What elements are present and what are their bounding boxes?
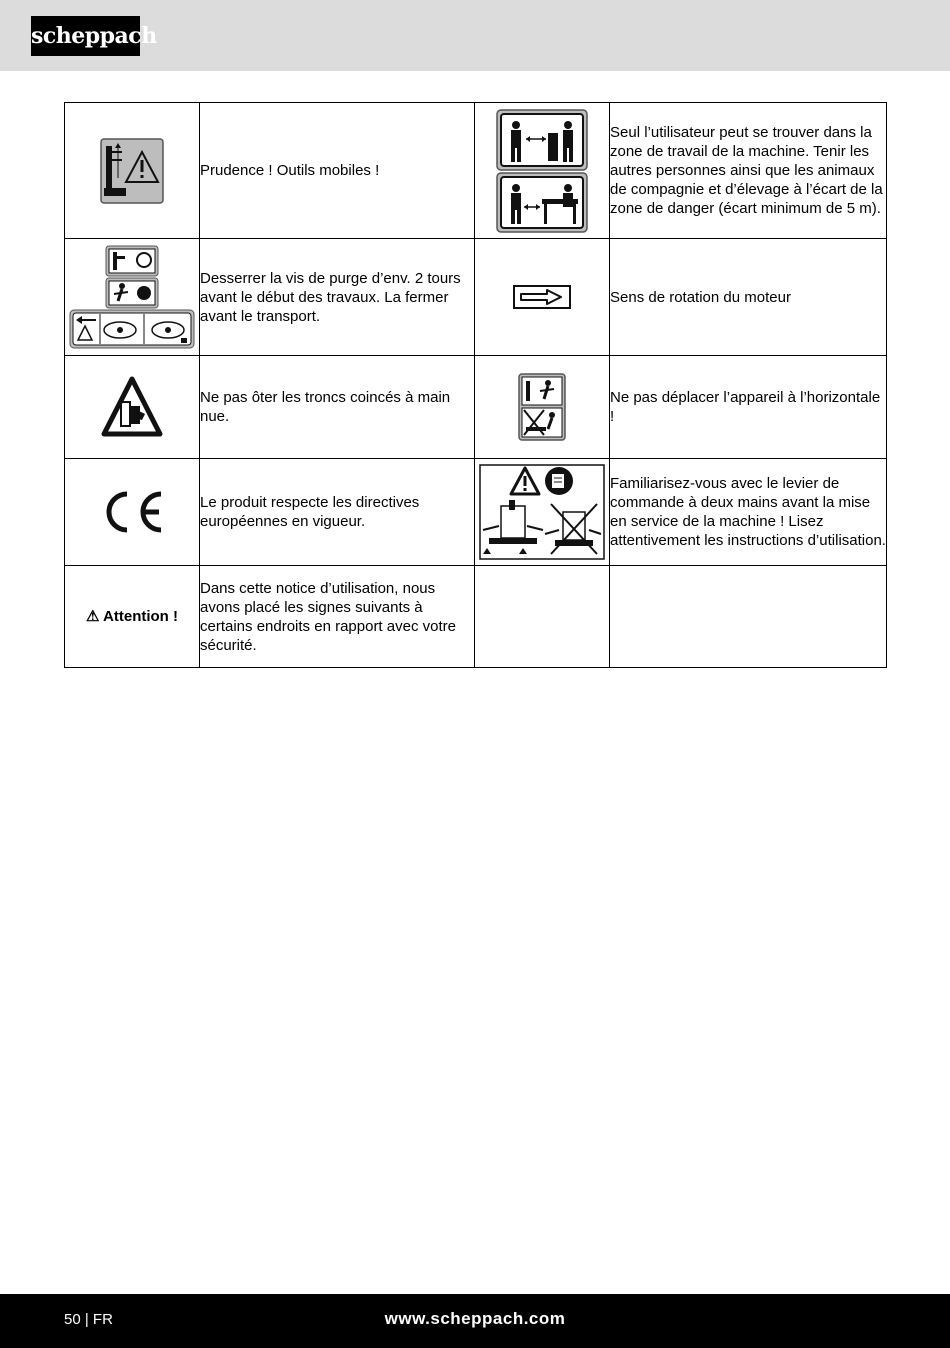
- table-row: [65, 103, 887, 239]
- website-link[interactable]: www.scheppach.com: [384, 1309, 566, 1328]
- empty-text-cell: [610, 566, 887, 668]
- cell-text: Seul l’utilisateur peut se trouver dans la zone de travail de la machine. Tenir les autres personnes ainsi que les animaux de compagnie et d’élevage à l’écart de la zone de danger (écart minimum de 5 m).: [610, 103, 887, 239]
- attention-label: ⚠ Attention !: [65, 566, 200, 668]
- no-horizontal-move-icon: [475, 356, 610, 459]
- cell-text: Ne pas déplacer l’appareil à l’horizontale !: [610, 356, 887, 459]
- mobile-tools-warning-icon: [65, 103, 200, 239]
- vent-screw-icon: [65, 239, 200, 356]
- table-row: [65, 459, 887, 566]
- cell-text: Familiarisez-vous avec le levier de commande à deux mains avant la mise en service de la machine ! Lisez attentivement les instructions d’utilisation.: [610, 459, 887, 566]
- table-row: [65, 239, 887, 356]
- ce-mark-icon: [65, 459, 200, 566]
- cell-text: Sens de rotation du moteur: [610, 239, 887, 356]
- cell-text: Le produit respecte les directives européennes en vigueur.: [200, 459, 475, 566]
- page-footer: [0, 1294, 950, 1348]
- keep-distance-icon: [475, 103, 610, 239]
- symbols-table: [64, 102, 887, 668]
- scheppach-logo: scheppach: [31, 16, 140, 56]
- cell-text: Dans cette notice d’utilisation, nous avons placé les signes suivants à certains endroits en rapport avec votre sécurité.: [200, 566, 475, 668]
- page-number: 50 | FR: [64, 1311, 113, 1328]
- rotation-arrow-icon: [475, 239, 610, 356]
- table-row: [65, 566, 887, 668]
- table-row: [65, 356, 887, 459]
- page-header: [0, 0, 950, 71]
- empty-icon-cell: [475, 566, 610, 668]
- two-hand-control-icon: [475, 459, 610, 566]
- cell-text: Prudence ! Outils mobiles !: [200, 103, 475, 239]
- jammed-log-warning-icon: [65, 356, 200, 459]
- cell-text: Desserrer la vis de purge d’env. 2 tours avant le début des travaux. La fermer avant le transport.: [200, 239, 475, 356]
- cell-text: Ne pas ôter les troncs coincés à main nue.: [200, 356, 475, 459]
